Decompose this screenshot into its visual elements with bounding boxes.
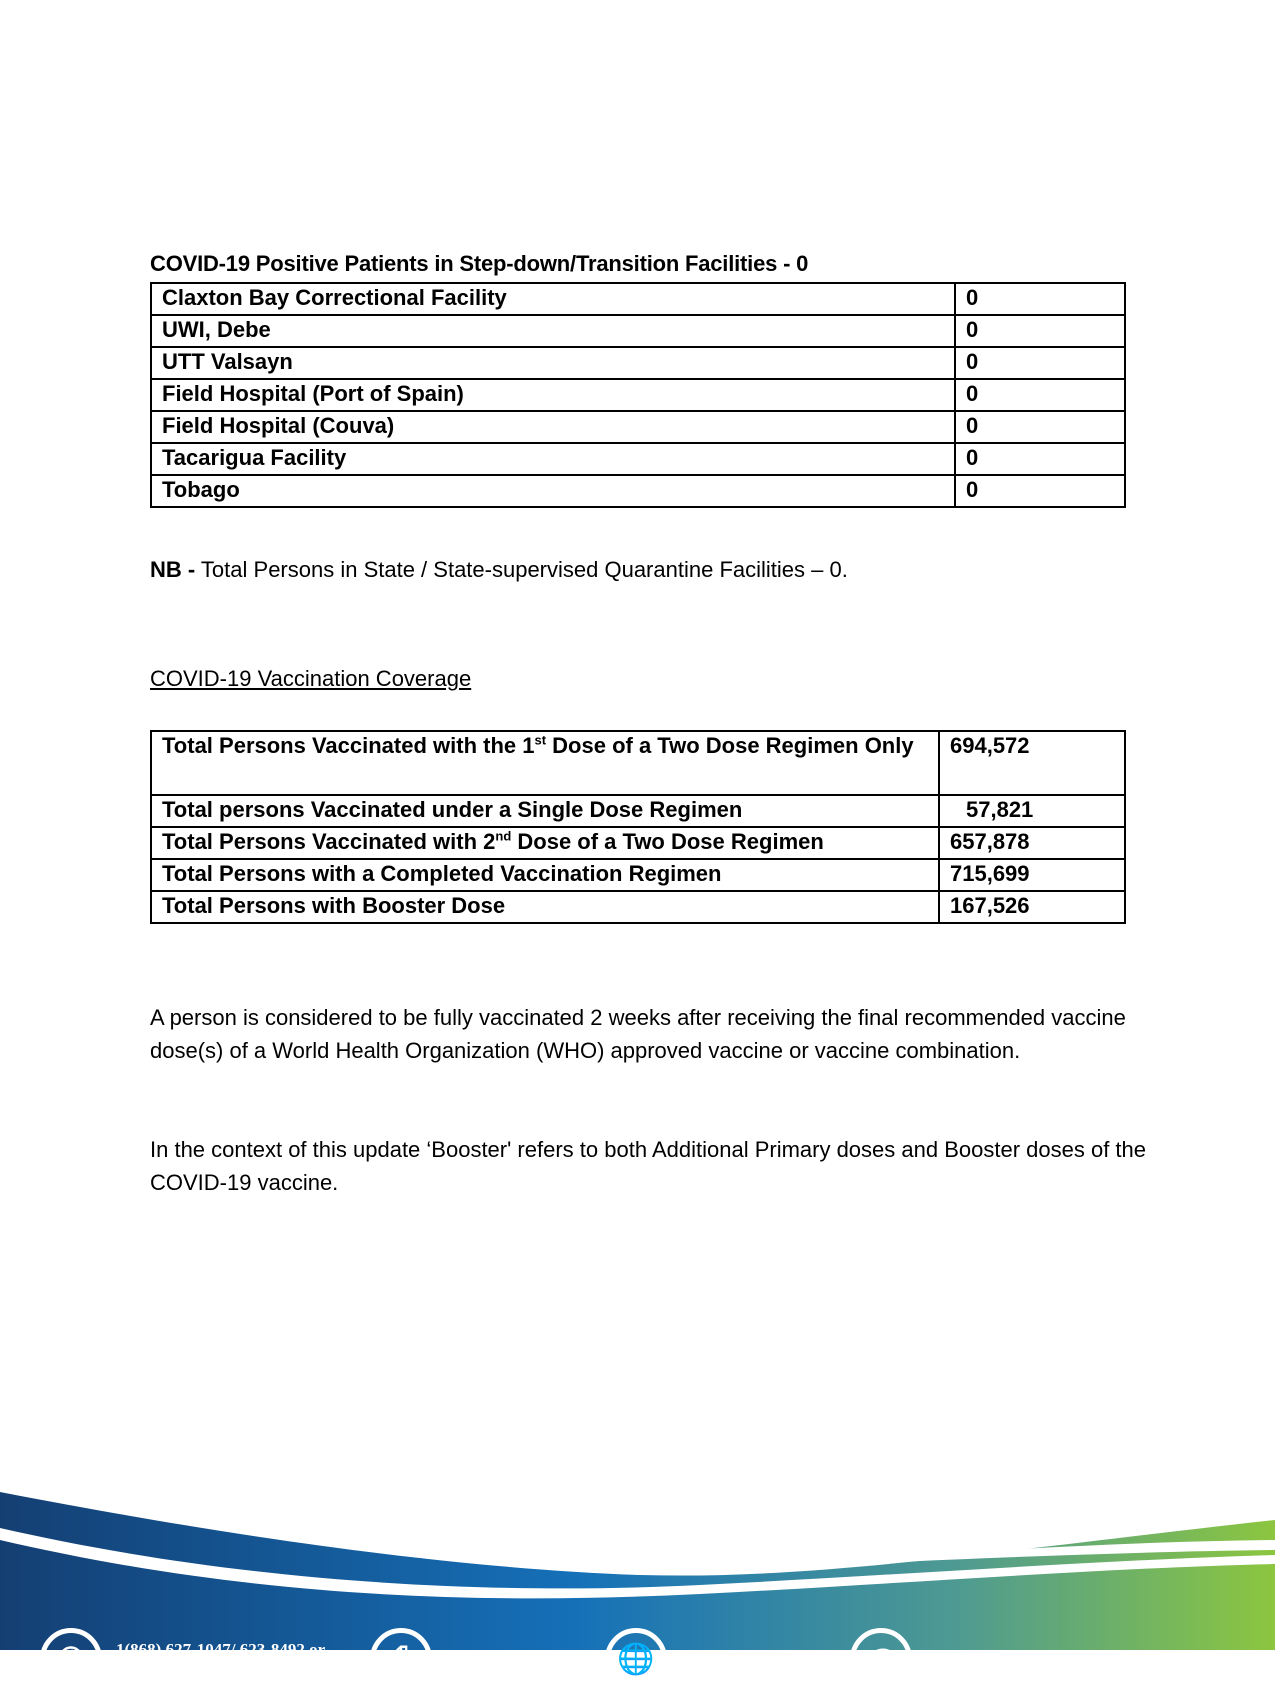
table-row xyxy=(151,379,1125,411)
nb-text: Total Persons in State / State-supervised Quarantine Facilities – 0. xyxy=(195,557,848,582)
facility-count: 0 xyxy=(955,283,1125,315)
facility-name: Tacarigua Facility xyxy=(151,443,955,475)
table-row xyxy=(151,411,1125,443)
fully-vaccinated-note: A person is considered to be fully vaccinated 2 weeks after receiving the final recommended vaccine dose(s) of a World Health Organization (WHO) approved vaccine or vaccine combination. xyxy=(150,1005,1126,1063)
table-row xyxy=(151,475,1125,507)
footer-phone: ✆ 1(868) 627-1047/ 623-8492 or 627-0010/12/14 xyxy=(40,1628,346,1690)
footer-wave-banner xyxy=(0,1480,1275,1650)
table-row xyxy=(151,347,1125,379)
vaccination-value: 57,821 xyxy=(939,795,1125,827)
vaccination-heading: COVID-19 Vaccination Coverage xyxy=(150,666,472,691)
table-row xyxy=(151,891,1125,923)
footer-website[interactable]: 🌐 www.health.gov.tt xyxy=(605,1628,811,1690)
facility-count: 0 xyxy=(955,347,1125,379)
fax-icon: ⎙ xyxy=(370,1628,432,1690)
vaccination-value: 657,878 xyxy=(939,827,1125,859)
footer-email[interactable]: @ corporatecommunications@health.gov.tt xyxy=(850,1628,1221,1690)
table-row xyxy=(151,827,1125,859)
nb-prefix: NB - xyxy=(150,557,196,582)
vaccination-label: Total Persons with a Completed Vaccination Regimen xyxy=(151,859,939,891)
facility-count: 0 xyxy=(955,379,1125,411)
phone-icon: ✆ xyxy=(40,1628,102,1690)
step-down-facilities-table xyxy=(150,282,1126,508)
vaccination-table xyxy=(150,730,1126,924)
facility-name: Field Hospital (Couva) xyxy=(151,411,955,443)
facility-name: Claxton Bay Correctional Facility xyxy=(151,283,955,315)
vaccination-label: Total Persons Vaccinated with 2nd Dose of a Two Dose Regimen xyxy=(151,827,939,859)
vaccination-label: Total persons Vaccinated under a Single Dose Regimen xyxy=(151,795,939,827)
facility-name: UWI, Debe xyxy=(151,315,955,347)
footer-fax: ⎙ 1(868) 627-1047 xyxy=(370,1628,561,1690)
vaccination-label: Total Persons with Booster Dose xyxy=(151,891,939,923)
globe-icon: 🌐 xyxy=(605,1628,667,1690)
facility-count: 0 xyxy=(955,315,1125,347)
table-row xyxy=(151,315,1125,347)
table-row xyxy=(151,443,1125,475)
facility-count: 0 xyxy=(955,443,1125,475)
facility-count: 0 xyxy=(955,475,1125,507)
at-icon: @ xyxy=(850,1628,912,1690)
table-row xyxy=(151,859,1125,891)
vaccination-value: 694,572 xyxy=(939,731,1125,795)
facility-name: Tobago xyxy=(151,475,955,507)
vaccination-label: Total Persons Vaccinated with the 1st Dose of a Two Dose Regimen Only xyxy=(151,731,939,795)
step-down-title: COVID-19 Positive Patients in Step-down/Transition Facilities - 0 xyxy=(150,251,809,276)
quarantine-note xyxy=(150,557,848,583)
facility-name: Field Hospital (Port of Spain) xyxy=(151,379,955,411)
table-row xyxy=(151,795,1125,827)
facility-name: UTT Valsayn xyxy=(151,347,955,379)
table-row xyxy=(151,731,1125,795)
table-row xyxy=(151,283,1125,315)
facility-count: 0 xyxy=(955,411,1125,443)
vaccination-value: 715,699 xyxy=(939,859,1125,891)
booster-note: In the context of this update ‘Booster' refers to both Additional Primary doses and Booster doses of the COVID-19 vaccine. xyxy=(150,1137,1147,1195)
vaccination-value: 167,526 xyxy=(939,891,1125,923)
